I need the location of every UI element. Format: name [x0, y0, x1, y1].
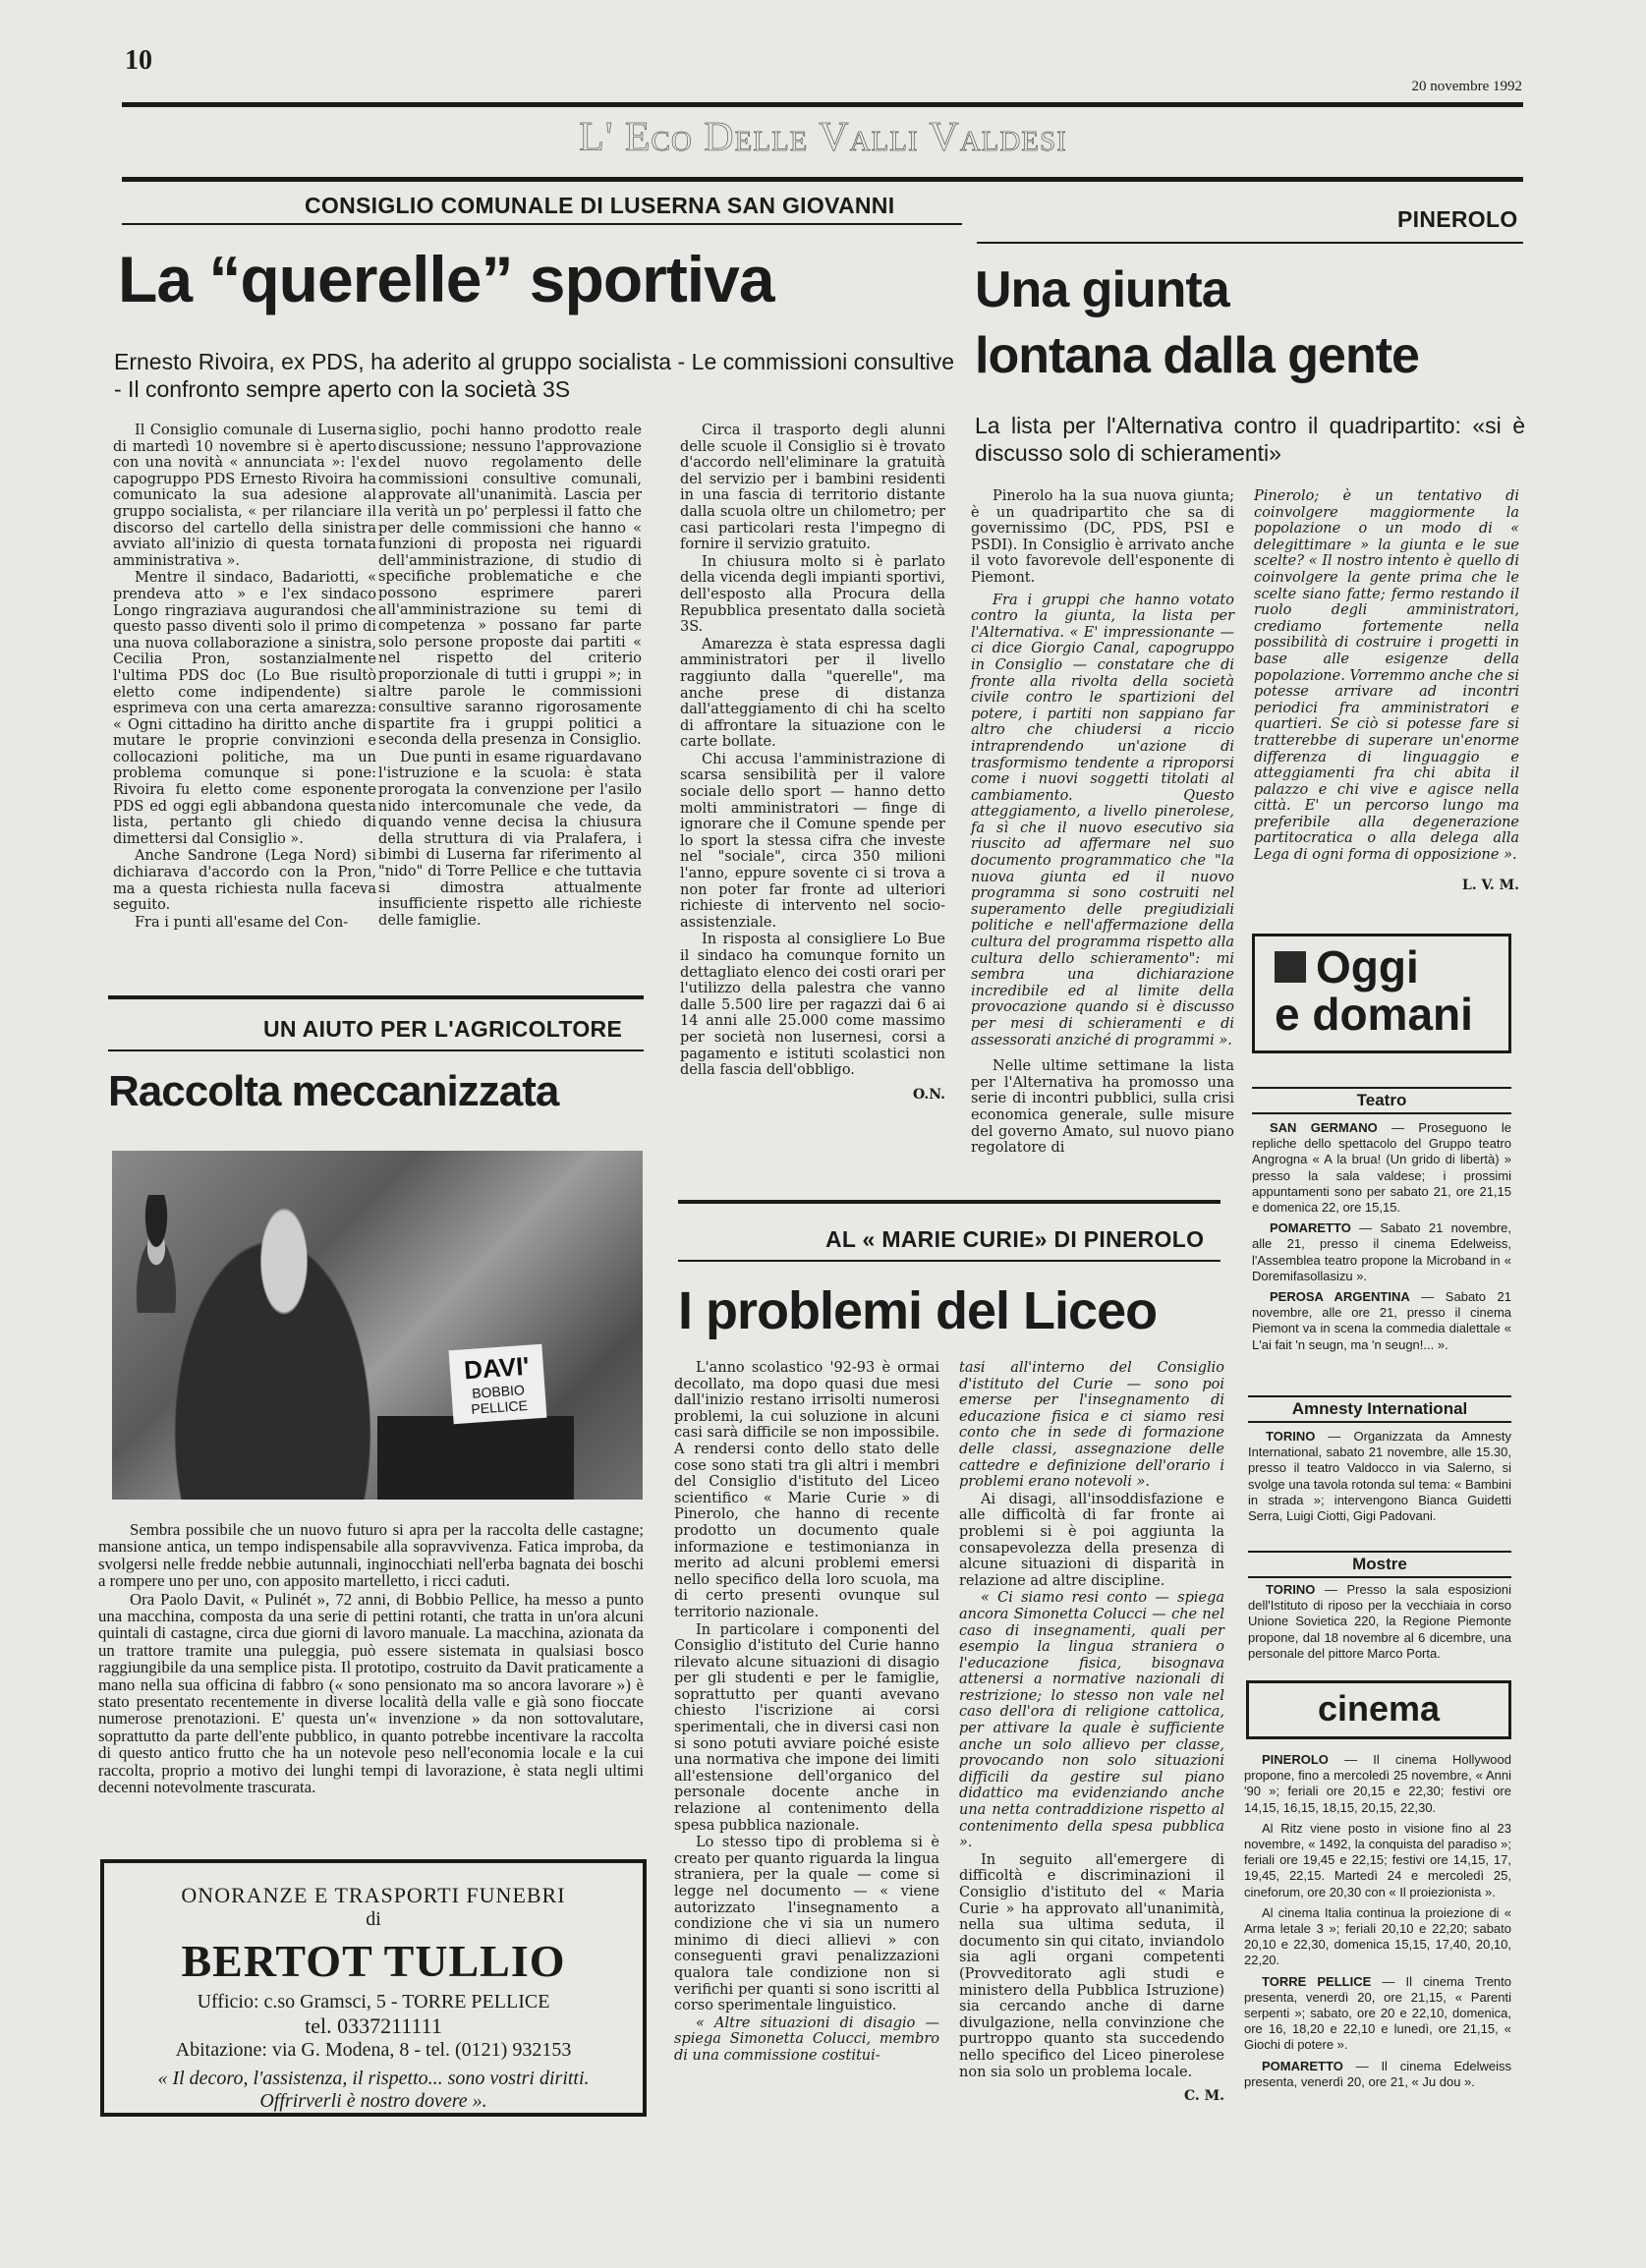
listing: [1244, 2059, 1511, 2090]
agricoltore-headline: Raccolta meccanizzata: [108, 1067, 559, 1115]
luserna-headline: La “querelle” sportiva: [118, 243, 774, 315]
section-heading-amnesty: Amnesty International: [1248, 1395, 1511, 1423]
machine-shape: [377, 1416, 574, 1500]
sign-text: BOBBIO: [471, 1382, 526, 1401]
listing-place: POMARETTO: [1270, 1220, 1351, 1236]
byline: C. M.: [1183, 2088, 1224, 2105]
ad-address: Ufficio: c.so Gramsci, 5 - TORRE PELLICE: [197, 1991, 550, 2013]
listing-text: Al cinema Italia continua la proiezione di « Arma letale 3 »; feriali 20,10 e 22,20; sabato 20,10 e 22,30, domenica 15,15, 17,40, 20,10, 22,20.: [1244, 1904, 1511, 1968]
page-number: 10: [125, 45, 152, 76]
amnesty-listings: [1248, 1429, 1511, 1529]
kicker-rule: [678, 1260, 1220, 1262]
top-rule: [122, 102, 1523, 107]
paragraph: L'anno scolastico '92-93 è ormai decollato, ma dopo quasi due mesi dall'inizio restano irrisolti numerosi problemi, la cui soluzione in alcuni casi sarà difficile se non impossibile. A rendersi conto dello stato delle cose sono stati tra gli altri i membri del Consiglio d'istituto del Liceo scientifico « Marie Curie » di Pinerolo, che hanno di recente prodotto un documento quale informazione e testimonianza in merito ad alcuni problemi emersi nello specifico della loro scuola, ma di certo presenti ovunque sul territorio nazionale.: [674, 1360, 939, 1620]
masthead-rule: [122, 177, 1523, 182]
paragraph: tasi all'interno del Consiglio d'istituto del Curie — sono poi emerse per l'insegnamento di educazione fisica e ci siamo resi conto che in sede di formazione delle classi, assegnazione delle cattedre e definizione dell'orario i problemi erano notevoli ».: [959, 1360, 1224, 1491]
pinerolo-headline-line-2: lontana dalla gente: [975, 327, 1419, 384]
pinerolo-deck: La lista per l'Alternativa contro il quadripartito: «si è discusso solo di schieramenti»: [975, 413, 1525, 466]
section-rule: [108, 995, 644, 999]
section-rule: [678, 1200, 1220, 1204]
ad-line: ONORANZE E TRASPORTI FUNEBRI: [181, 1883, 566, 1907]
luserna-col-3: [680, 423, 945, 1103]
paragraph: Pinerolo; è un tentativo di coinvolgere maggiormente la popolazione o un modo di « delegittimare » la giunta e le sue scelte? « Il nostro intento è quello di coinvolgere la gente prima che le scelte siano fatte; fermo restando il ruolo degli amministratori, crediamo fortemente nella possibilità di costruire i progetti in base alle esigenze della popolazione. Vorremmo anche che si potesse arrivare ad incontri periodici fra amministratori e quartieri. Se ciò si potesse fare si tratterebbe di superare un'enorme differenza di linguaggio e atteggiamenti fra chi abita il palazzo e chi vive e agisce nella città. E' un percorso lungo ma preferibile alla degenerazione partitocratica o alla delega alla Lega di ogni forma di opposizione ».: [1254, 488, 1519, 864]
listing-place: TORINO: [1266, 1429, 1316, 1444]
box-title: Oggi: [1316, 941, 1419, 992]
listing-text: — Sabato 21 novembre, alle 21, presso il cinema Edelweiss, l'Assemblea teatro propone la Microband in « Doremifasollasizu ».: [1252, 1220, 1511, 1283]
paragraph: Ai disagi, all'insoddisfazione e alle difficoltà di far fronte ai problemi si è poi aggiunta la consapevolezza della presenza di alcune situazioni di disparità in relazione ad altre discipline.: [959, 1491, 1224, 1589]
listing-place: POMARETTO: [1262, 2058, 1343, 2073]
listing: [1244, 1974, 1511, 2054]
luserna-kicker: CONSIGLIO COMUNALE DI LUSERNA SAN GIOVANNI: [305, 193, 895, 218]
paragraph: siglio, pochi hanno prodotto reale discussione; nessuno l'approvazione del nuovo regolamento delle commissioni consultive comunali, approvate all'unanimità. Lascia per la verità un po' perplessi il fatto che per delle commissioni che hanno « funzioni di proposta nei riguardi dell'amministrazione, di studio di specifiche problematiche e che possono esprimere pareri all'amministrazione su temi di competenza » possano far parte solo persone proposte dai partiti « nel rispetto del criterio proporzionale di tutti i gruppi »; in altre parole le commissioni consultive saranno rigorosamente spartite fra i gruppi politici a seconda della presenza in Consiglio.: [378, 423, 642, 749]
byline: L. V. M.: [1461, 877, 1519, 893]
listing: [1244, 1752, 1511, 1816]
pinerolo-col-2: [1254, 488, 1519, 893]
listing-place: TORINO: [1266, 1582, 1316, 1597]
pinerolo-col-1: [971, 488, 1234, 1157]
section-heading-mostre: Mostre: [1248, 1551, 1511, 1578]
luserna-col-2: [378, 423, 642, 929]
listing-text: — Il cinema Trento presenta, venerdì 20, ore 21,15, « Parenti serpenti »; sabato, ore 20 e 22,10, domenica, ore 16, 18,20 e 22,10 e lunedì, ore 21,15, « Giochi di potere ».: [1244, 1973, 1511, 2053]
listing-text: — Presso la sala esposizioni dell'Istituto di riposo per la vecchiaia in corso Unione Sovietica 220, la Regione Piemonte propone, dal 18 novembre al 6 dicembre, una personale del pittore Marco Porta.: [1248, 1582, 1511, 1661]
listing-text: — Proseguono le repliche dello spettacolo del Gruppo teatro Angrogna « A la brua! (Un grido di libertà) » presso la sala valdese; i prossimi appuntamenti sono per sabato 21, ore 21,15 e domenica 22, ore 15,15.: [1252, 1120, 1511, 1216]
machine-sign: [448, 1344, 546, 1424]
farmer-figure: [171, 1190, 397, 1500]
paragraph: In particolare i componenti del Consiglio d'istituto del Curie hanno rilevato alcune situazioni di disagio per gli studenti e per le famiglie, soprattutto per quanti avevano chiesto l'iscrizione ai corsi sperimentali, che in diversi casi non si sono potuti avviare poiché esiste una normativa che impone dei limiti all'estensione dell'organico del personale docente anche in relazione al contenimento della spesa pubblica nazionale.: [674, 1621, 939, 1834]
listing: [1252, 1120, 1511, 1216]
paragraph: Chi accusa l'amministrazione di scarsa sensibilità per il valore sociale dello sport — hanno detto molti amministratori — finge di ignorare che il Comune spende per lo sport la stessa cifra che investe nel "sociale", circa 350 milioni l'anno, eppure sovente ci si trova a non poter far fronte ad ulteriori richieste di intervento nel socio-assistenziale.: [680, 751, 945, 931]
ad-motto: Offrirverli è nostro dovere ».: [259, 2090, 487, 2112]
box-title: e domani: [1275, 989, 1473, 1040]
paragraph: Circa il trasporto degli alunni delle scuole il Consiglio si è trovato d'accordo nell'eliminare la gratuità del servizio per i bambini residenti in una fascia di territorio distante dalla scuola oltre un chilometro; per casi particolari resta l'impegno di fornire il servizio gratuito.: [680, 423, 945, 553]
listing: [1248, 1429, 1511, 1524]
agricoltore-kicker: UN AIUTO PER L'AGRICOLTORE: [263, 1016, 623, 1042]
listing: [1252, 1289, 1511, 1353]
listing-place: SAN GERMANO: [1270, 1120, 1378, 1135]
paragraph: Nelle ultime settimane la lista per l'Alternativa ha promosso una serie di incontri pubblici, sulla crisi economica generale, sulle misure del governo Amato, sul nuovo piano regolatore di: [971, 1058, 1234, 1157]
listing-place: TORRE PELLICE: [1262, 1973, 1372, 1989]
paragraph: In chiusura molto si è parlato della vicenda degli impianti sportivi, dell'esposto alla Procura della Repubblica presentato dalla società 3S.: [680, 553, 945, 636]
paragraph: Fra i punti all'esame del Con-: [135, 914, 349, 931]
cinema-listings: [1244, 1752, 1511, 2095]
paragraph: Mentre il sindaco, Badariotti, « prendeva atto » e l'ex sindaco Longo ringraziava augurandosi che questo passo diventi solo il primo di una nuova collaborazione a sinistra, Cecilia Pron, sostanzialmente l'ultima PDS doc (Lo Bue risultò eletto come indipendente) si esprimeva con una certa amarezza: « Ogni cittadino ha diritto anche di mutare le proprie convinzioni e collocazioni politiche, ma un problema comunque si pone: Rivoira fu eletto come esponente PDS ed oggi egli abbandona questa lista, pertanto gli chiedo di dimettersi dal Consiglio ».: [113, 570, 376, 847]
oggi-e-domani-box: [1252, 934, 1511, 1053]
mostre-listings: [1248, 1582, 1511, 1667]
liceo-col-1: [674, 1360, 939, 2065]
listing-place: PEROSA ARGENTINA: [1270, 1289, 1410, 1305]
sign-text: DAVI': [463, 1350, 531, 1386]
cinema-box: [1246, 1680, 1511, 1739]
paragraph: In seguito all'emergere di difficoltà e discriminazioni il Consiglio d'istituto del « Maria Curie » ha approvato all'unanimità, nella sua ultima seduta, il documento sin qui citato, inviandolo sia agli organi competenti (Provveditorato agli studi e ministero della Pubblica Istruzione) sia cercando anche di darne divulgazione, nella convinzione che purtroppo quanto sta succedendo nello specifico del Liceo pinerolese non sia solo un problema locale.: [959, 1851, 1224, 2080]
paragraph: Lo stesso tipo di problema si è creato per quanto riguarda la lingua straniera, per la quale — come si legge nel documento — « viene autorizzato l'insegnamento a condizione che vi sia un numero minimo di dieci allievi » con conseguenti gravi penalizzazioni qualora tale condizione non si verifichi per quanti si sono iscritti al corso sperimentale linguistico.: [674, 1835, 939, 2014]
paragraph: « Altre situazioni di disagio — spiega Simonetta Colucci, membro di una commissione costitui-: [674, 2014, 939, 2064]
listing-text: — Sabato 21 novembre, alle ore 21, presso il cinema Piemont va in scena la commedia dialettale « L'ai fait 'n seugn, ma 'n seugn!... ».: [1252, 1289, 1512, 1352]
masthead: L' Eco Delle Valli Valdesi: [579, 115, 1067, 160]
ad-motto: « Il decoro, l'assistenza, il rispetto... sono vostri diritti.: [157, 2068, 590, 2089]
byline: O.N.: [912, 1086, 945, 1103]
agricoltore-body: [98, 1521, 644, 1796]
sign-text: PELLICE: [470, 1396, 529, 1417]
paragraph: Due punti in esame riguardavano l'istruzione e la scuola: è stata prorogata la convenzione per l'asilo nido intercomunale che vede, da quando venne decisa la chiusura della struttura di via Pralafera, i bimbi di Luserna far riferimento al "nido" di Torre Pellice e che tuttavia si dimostra attualmente insufficiente rispetto alle richieste delle famiglie.: [378, 749, 642, 929]
pinerolo-kicker: PINEROLO: [1397, 206, 1518, 232]
listing-place: PINEROLO: [1262, 1752, 1329, 1767]
listing: [1244, 1905, 1511, 1969]
square-bullet-icon: [1275, 951, 1306, 983]
luserna-col-1: [113, 423, 376, 931]
ad-business-name: BERTOT TULLIO: [181, 1936, 566, 1986]
teatro-listings: [1252, 1120, 1511, 1358]
listing: [1244, 1821, 1511, 1900]
paragraph: Pinerolo ha la sua nuova giunta; è un quadripartito che sa di governissimo (DC, PDS, PSI e PSDI). In Consiglio è arrivato anche il voto favorevole dell'esponente di Piemont.: [971, 488, 1234, 586]
listing: [1252, 1220, 1511, 1284]
listing-text: Al Ritz viene posto in visione fino al 23 novembre, « 1492, la conquista del paradiso »; feriali ore 19,45 e 22,15; festivi ore 14,15, 17, 19,45, 22,15. Martedì 24 e mercoledì 25, cineforum, ore 20,30 con « Il proiezionista ».: [1244, 1820, 1511, 1899]
kicker-rule: [108, 1049, 644, 1051]
paragraph: Fra i gruppi che hanno votato contro la giunta, la lista per l'Alternativa. « E' impressionante — ci dice Giorgio Canal, capogruppo in Consiglio — constatare che di fronte alla rivolta della società civile contro le spartizioni del potere, i partiti non sappiano far altro che chiudersi a riccio intraprendendo un'azione di trasformismo tendente a riproporsi come i nuovi soggetti titolati al cambiamento. Questo atteggiamento, a livello pinerolese, fa sì che il nuovo esecutivo sia riuscito ad affermare nel suo documento programmatico che "la nuova giunta ed il nuovo programma si sono costruiti nel superamento delle pregiudiziali politiche e nell'affermazione della cultura del programma rispetto alla cultura dello schieramento": mi sembra una dichiarazione incredibile ed al limite della provocazione quando si è discusso per mesi di schieramenti e di assessorati anziché di programmi ».: [971, 592, 1234, 1049]
kicker-rule: [122, 223, 962, 225]
paragraph: Ora Paolo Davit, « Pulinét », 72 anni, di Bobbio Pellice, ha messo a punto una macchina, composta da una serie di pettini rotanti, che tratta in un'ora alcuni quintali di castagne, circa due giorni di lavoro manuale. La macchina, azionata da un trattore tramite una puleggia, può essere sistemata in qualsiasi bosco raggiungibile da una semplice pista. Il prototipo, costruito da Davit praticamente a mano nella sua officina di fabbro (« sono pensionato ma so ancora lavorare ») è stato presentato recentemente in diverse località della valle e già sono fioccate numerose prenotazioni. E' questa un'« invenzione » da non sottovalutare, soprattutto da parte dell'ente pubblico, in quanto potrebbe incentivare la raccolta di questo antico frutto che ha un notevole peso nell'economia locale e la cui raccolta, proprio a motivo dei lunghi tempi di lavorazione, è stata negli ultimi decenni notevolmente trascurata.: [98, 1589, 644, 1797]
paragraph: Il Consiglio comunale di Luserna di martedì 10 novembre si è aperto con una novità « annunciata »: l'ex capogruppo PDS Ernesto Rivoira ha comunicato la sua adesione al gruppo socialista, « per rilanciare il discorso del cartello della sinistra avviato all'inizio di questa tornata amministrativa ».: [113, 423, 376, 569]
luserna-deck: Ernesto Rivoira, ex PDS, ha aderito al gruppo socialista - Le commissioni consultive - Il confronto sempre aperto con la società 3S: [114, 349, 954, 402]
paragraph: Anche Sandrone (Lega Nord) si dichiarava d'accordo con la Pron, ma a questa richiesta nulla faceva seguito.: [113, 848, 376, 914]
section-heading-teatro: Teatro: [1252, 1087, 1511, 1114]
listing: [1248, 1582, 1511, 1662]
liceo-col-2: [959, 1360, 1224, 2105]
ad-line: di: [366, 1908, 381, 1930]
chestnut-machine-photo: [112, 1151, 643, 1500]
paragraph: In risposta al consigliere Lo Bue il sindaco ha comunque fornito un dettagliato elenco dei costi orari per l'utilizzo della palestra che vanno dalle 5.500 lire per ragazzi dai 6 ai 14 anni alle 25.000 come massimo per società non lusernesi, corsi a pagamento e istituti scolastici non della fascia dell'obbligo.: [680, 932, 945, 1079]
paragraph: Sembra possibile che un nuovo futuro si apra per la raccolta delle castagne; mansione antica, un tempo indispensabile alla sopravvivenza. Fatica improba, da svolgersi nelle fredde nebbie autunnali, inginocchiati nell'erba bagnata dei boschi a rompere uno per uno, con apposito martelletto, i ricci caduti.: [98, 1520, 644, 1591]
liceo-headline: I problemi del Liceo: [678, 1281, 1158, 1340]
paragraph: « Ci siamo resi conto — spiega ancora Simonetta Colucci — che nel caso di insegnamenti, quali per esempio la lingua straniera o l'educazione fisica, bisognava attenersi a normative nazionali di restrizione; lo stesso non vale nel caso dell'ora di religione cattolica, per attivare la quale è sufficiente anche un solo allievo per classe, provocando non solo situazioni difficili da gestire sul piano didattico ma evidenziando anche una netta contraddizione rispetto al contenimento della spesa pubblica ».: [959, 1590, 1224, 1851]
issue-date: 20 novembre 1992: [1411, 79, 1522, 94]
listing-text: — Il cinema Hollywood propone, fino a mercoledì 25 novembre, « Anni '90 »; feriali ore 20,15 e 22,30; festivi ore 14,15, 16,15, 18,15, 20,15, 22,30.: [1244, 1752, 1511, 1815]
paragraph: Amarezza è stata espressa dagli amministratori per il livello raggiunto dalla "querelle", ma anche prese di distanza dall'atteggiamento di chi ha scelto di affrontare la situazione con le carte bollate.: [680, 636, 945, 751]
box-title: cinema: [1317, 1688, 1441, 1729]
funeral-services-ad: [100, 1859, 647, 2117]
pinerolo-headline-line-1: Una giunta: [975, 261, 1229, 318]
listing-text: — Organizzata da Amnesty International, sabato 21 novembre, alle 15.30, presso il teatro Valdocco in via Salerno, si svolge una tavola rotonda sul tema: « Bambini in strada »; intervengono Bianca Guidetti Serra, Luigi Ciotti, Gigi Padovani.: [1248, 1429, 1511, 1524]
listing-text: — Il cinema Edelweiss presenta, venerdì 20, ore 21, « Ju dou ».: [1244, 2058, 1511, 2089]
ad-phone: tel. 0337211111: [305, 2013, 442, 2038]
ad-home-address: Abitazione: via G. Modena, 8 - tel. (0121) 932153: [175, 2039, 572, 2061]
liceo-kicker: AL « MARIE CURIE» DI PINEROLO: [825, 1226, 1205, 1252]
kicker-rule: [977, 242, 1523, 244]
